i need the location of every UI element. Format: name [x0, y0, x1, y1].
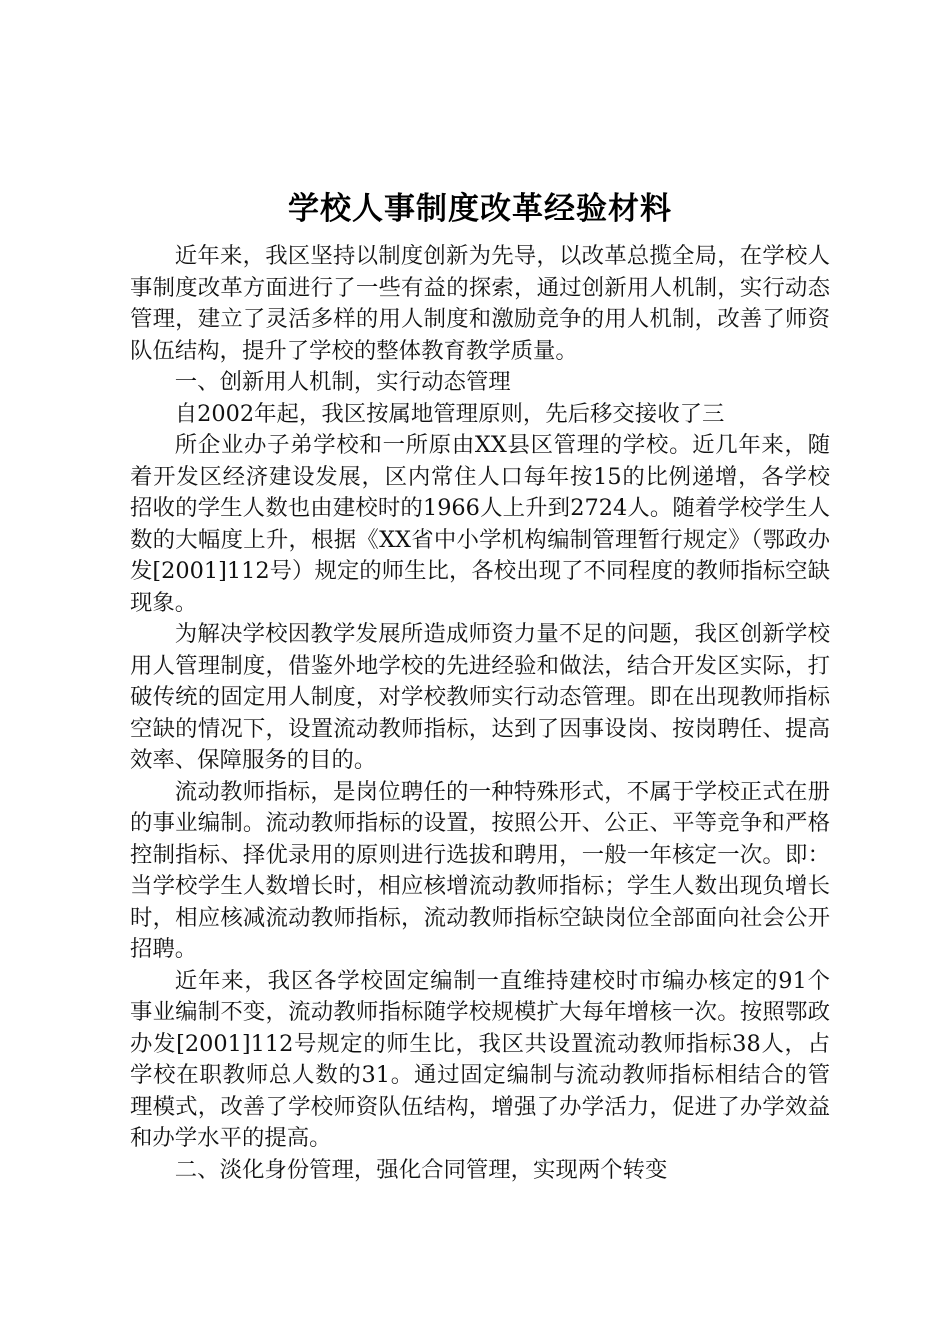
document-body [130, 241, 830, 1186]
section-heading-2: 二、淡化身份管理，强化合同管理，实现两个转变 [174, 1156, 668, 1183]
paragraph: 自2002年起，我区按属地管理原则，先后移交接收了三 [174, 400, 725, 427]
section-heading-1: 一、创新用人机制，实行动态管理 [174, 369, 511, 395]
paragraph: 流动教师指标，是岗位聘任的一种特殊形式，不属于学校正式在册的事业编制。流动教师指标的设置，按照公开、公正、平等竞争和严格控制指标、择优录用的原则进行选拔和聘用，一般一年核定一次。即：当学校学生人数增长时，相应核增流动教师指标；学生人数出现负增长时，相应核减流动教师指标，流动教师指标空缺岗位全部面向社会公开招聘。 [130, 778, 830, 962]
paragraph: 为解决学校因教学发展所造成师资力量不足的问题，我区创新学校用人管理制度，借鉴外地学校的先进经验和做法，结合开发区实际，打破传统的固定用人制度，对学校教师实行动态管理。即在出现教师指标空缺的情况下，设置流动教师指标，达到了因事设岗、按岗聘任、提高效率、保障服务的目的。 [130, 621, 830, 773]
document-page [130, 185, 830, 1186]
document-title: 学校人事制度改革经验材料 [288, 191, 672, 227]
paragraph-intro: 近年来，我区坚持以制度创新为先导，以改革总揽全局，在学校人事制度改革方面进行了一些有益的探索，通过创新用人机制，实行动态管理，建立了灵活多样的用人制度和激励竞争的用人机制，改善了师资队伍结构，提升了学校的整体教育教学质量。 [130, 243, 830, 364]
paragraph: 所企业办子弟学校和一所原由XX县区管理的学校。近几年来，随着开发区经济建设发展，区内常住人口每年按15的比例递增，各学校招收的学生人数也由建校时的1966人上升到2724人。随着学校学生人数的大幅度上升，根据《XX省中小学机构编制管理暂行规定》（鄂政办发[2001]112号）规定的师生比，各校出现了不同程度的教师指标空缺现象。 [130, 432, 830, 616]
paragraph: 近年来，我区各学校固定编制一直维持建校时市编办核定的91个事业编制不变，流动教师指标随学校规模扩大每年增核一次。按照鄂政办发[2001]112号规定的师生比，我区共设置流动教师指标38人，占学校在职教师总人数的31。通过固定编制与流动教师指标相结合的管理模式，改善了学校师资队伍结构，增强了办学活力，促进了办学效益和办学水平的提高。 [130, 967, 830, 1151]
